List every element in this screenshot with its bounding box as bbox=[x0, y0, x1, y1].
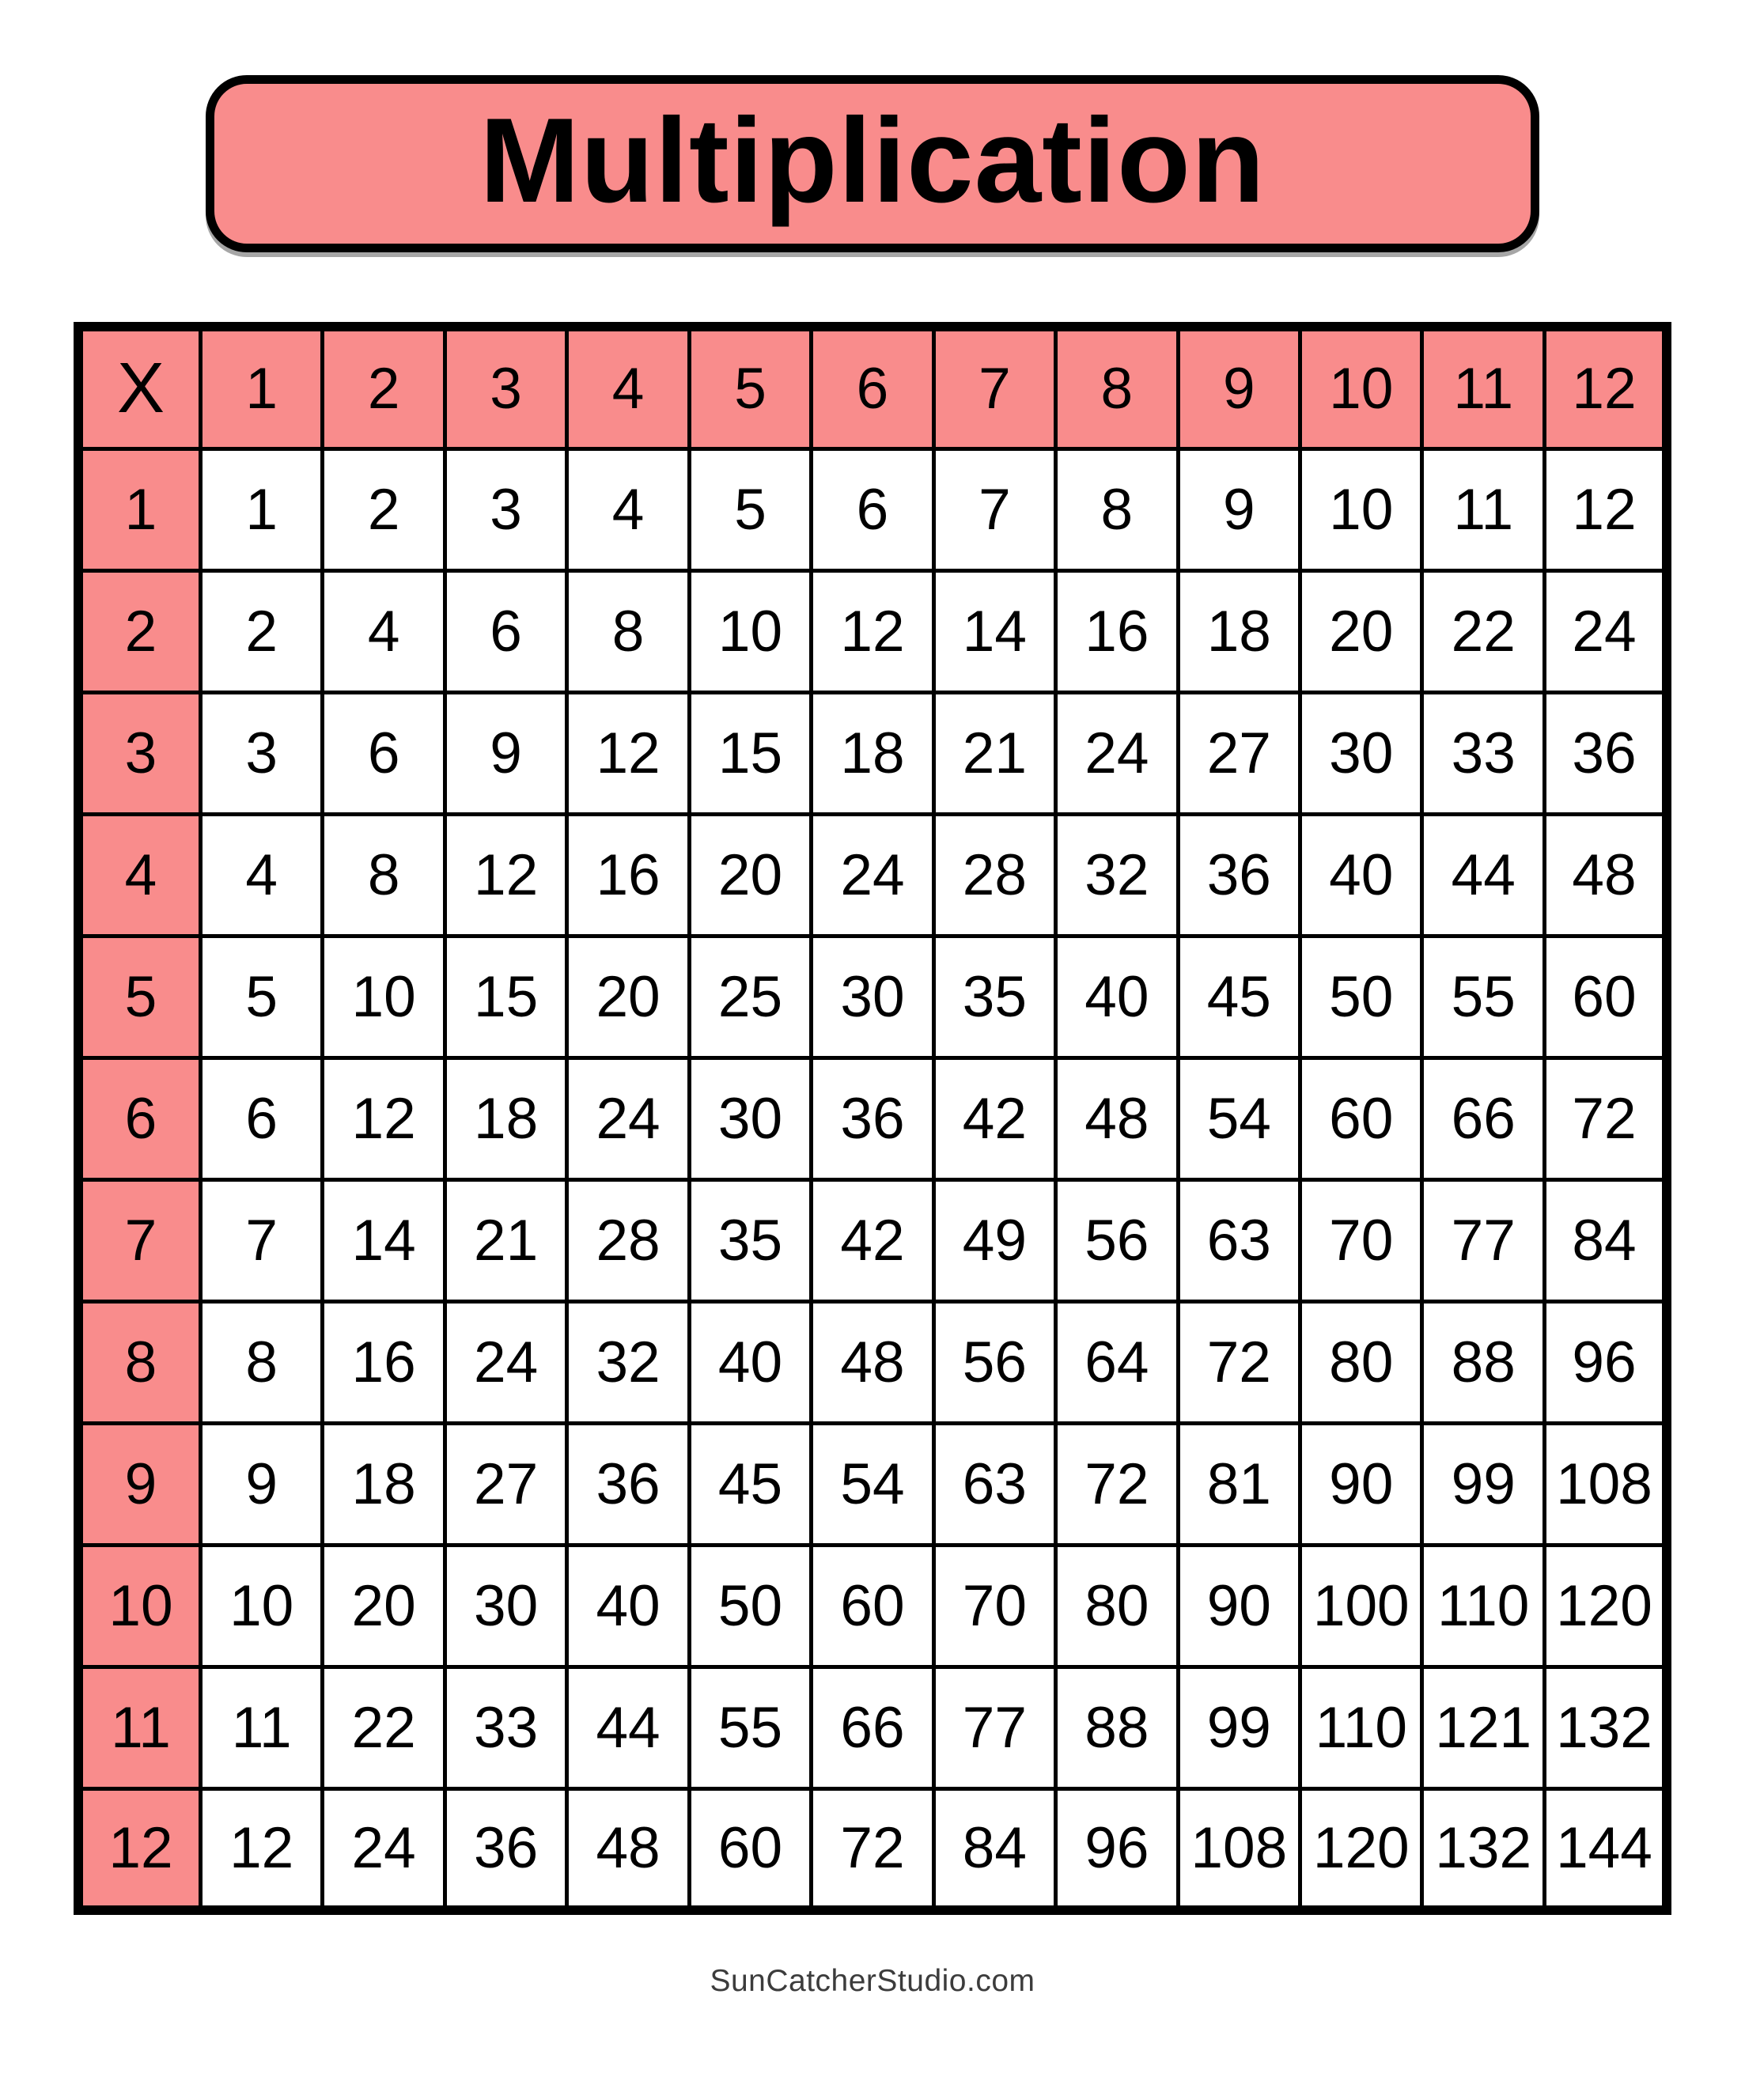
product-cell: 110 bbox=[1422, 1545, 1544, 1667]
row-header-cell: 4 bbox=[78, 814, 200, 936]
table-row bbox=[78, 692, 1667, 814]
product-cell: 9 bbox=[200, 1423, 322, 1545]
product-cell: 6 bbox=[323, 692, 445, 814]
product-cell: 36 bbox=[812, 1058, 933, 1179]
row-header-cell: 8 bbox=[78, 1301, 200, 1423]
row-header-cell: 1 bbox=[78, 448, 200, 570]
page bbox=[0, 75, 1745, 1999]
product-cell: 25 bbox=[689, 936, 811, 1058]
product-cell: 72 bbox=[1056, 1423, 1178, 1545]
product-cell: 48 bbox=[1056, 1058, 1178, 1179]
product-cell: 64 bbox=[1056, 1301, 1178, 1423]
product-cell: 77 bbox=[1422, 1179, 1544, 1301]
table-row bbox=[78, 1423, 1667, 1545]
product-cell: 72 bbox=[1178, 1301, 1300, 1423]
column-header-cell: 5 bbox=[689, 327, 811, 448]
product-cell: 20 bbox=[689, 814, 811, 936]
product-cell: 80 bbox=[1300, 1301, 1422, 1423]
product-cell: 6 bbox=[445, 570, 566, 692]
product-cell: 3 bbox=[200, 692, 322, 814]
product-cell: 36 bbox=[567, 1423, 689, 1545]
product-cell: 24 bbox=[1056, 692, 1178, 814]
product-cell: 40 bbox=[1300, 814, 1422, 936]
product-cell: 144 bbox=[1544, 1788, 1667, 1910]
product-cell: 18 bbox=[445, 1058, 566, 1179]
product-cell: 16 bbox=[567, 814, 689, 936]
product-cell: 88 bbox=[1056, 1667, 1178, 1788]
product-cell: 36 bbox=[1178, 814, 1300, 936]
product-cell: 11 bbox=[200, 1667, 322, 1788]
product-cell: 63 bbox=[933, 1423, 1055, 1545]
product-cell: 18 bbox=[1178, 570, 1300, 692]
product-cell: 20 bbox=[1300, 570, 1422, 692]
product-cell: 8 bbox=[200, 1301, 322, 1423]
product-cell: 1 bbox=[200, 448, 322, 570]
column-header-cell: 1 bbox=[200, 327, 322, 448]
product-cell: 10 bbox=[1300, 448, 1422, 570]
product-cell: 77 bbox=[933, 1667, 1055, 1788]
row-header-cell: 5 bbox=[78, 936, 200, 1058]
product-cell: 8 bbox=[323, 814, 445, 936]
product-cell: 28 bbox=[567, 1179, 689, 1301]
product-cell: 60 bbox=[1300, 1058, 1422, 1179]
product-cell: 15 bbox=[445, 936, 566, 1058]
product-cell: 7 bbox=[200, 1179, 322, 1301]
product-cell: 108 bbox=[1544, 1423, 1667, 1545]
product-cell: 5 bbox=[200, 936, 322, 1058]
site-credit-label: SunCatcherStudio.com bbox=[710, 1964, 1035, 1998]
product-cell: 60 bbox=[689, 1788, 811, 1910]
product-cell: 132 bbox=[1422, 1788, 1544, 1910]
table-body bbox=[78, 448, 1667, 1910]
table-row bbox=[78, 814, 1667, 936]
corner-cell: X bbox=[78, 327, 200, 448]
column-header-cell: 8 bbox=[1056, 327, 1178, 448]
product-cell: 4 bbox=[323, 570, 445, 692]
product-cell: 32 bbox=[567, 1301, 689, 1423]
product-cell: 56 bbox=[933, 1301, 1055, 1423]
table-row bbox=[78, 570, 1667, 692]
column-header-cell: 4 bbox=[567, 327, 689, 448]
product-cell: 12 bbox=[200, 1788, 322, 1910]
product-cell: 4 bbox=[567, 448, 689, 570]
column-header-cell: 11 bbox=[1422, 327, 1544, 448]
product-cell: 54 bbox=[812, 1423, 933, 1545]
table-row bbox=[78, 1667, 1667, 1788]
product-cell: 21 bbox=[933, 692, 1055, 814]
product-cell: 99 bbox=[1178, 1667, 1300, 1788]
table-header-row bbox=[78, 327, 1667, 448]
table-row bbox=[78, 1179, 1667, 1301]
row-header-cell: 2 bbox=[78, 570, 200, 692]
product-cell: 30 bbox=[1300, 692, 1422, 814]
product-cell: 66 bbox=[812, 1667, 933, 1788]
product-cell: 30 bbox=[812, 936, 933, 1058]
row-header-cell: 12 bbox=[78, 1788, 200, 1910]
column-header-cell: 9 bbox=[1178, 327, 1300, 448]
product-cell: 84 bbox=[1544, 1179, 1667, 1301]
product-cell: 14 bbox=[323, 1179, 445, 1301]
product-cell: 35 bbox=[933, 936, 1055, 1058]
multiplication-table bbox=[74, 322, 1671, 1915]
product-cell: 28 bbox=[933, 814, 1055, 936]
product-cell: 30 bbox=[689, 1058, 811, 1179]
product-cell: 90 bbox=[1178, 1545, 1300, 1667]
product-cell: 72 bbox=[812, 1788, 933, 1910]
product-cell: 35 bbox=[689, 1179, 811, 1301]
table-row bbox=[78, 1788, 1667, 1910]
product-cell: 33 bbox=[445, 1667, 566, 1788]
product-cell: 10 bbox=[689, 570, 811, 692]
product-cell: 81 bbox=[1178, 1423, 1300, 1545]
product-cell: 32 bbox=[1056, 814, 1178, 936]
product-cell: 8 bbox=[1056, 448, 1178, 570]
table-row bbox=[78, 1545, 1667, 1667]
product-cell: 60 bbox=[812, 1545, 933, 1667]
column-header-cell: 12 bbox=[1544, 327, 1667, 448]
product-cell: 7 bbox=[933, 448, 1055, 570]
product-cell: 24 bbox=[812, 814, 933, 936]
product-cell: 20 bbox=[567, 936, 689, 1058]
product-cell: 40 bbox=[1056, 936, 1178, 1058]
product-cell: 22 bbox=[1422, 570, 1544, 692]
product-cell: 84 bbox=[933, 1788, 1055, 1910]
product-cell: 121 bbox=[1422, 1667, 1544, 1788]
product-cell: 12 bbox=[812, 570, 933, 692]
product-cell: 120 bbox=[1300, 1788, 1422, 1910]
product-cell: 8 bbox=[567, 570, 689, 692]
product-cell: 44 bbox=[567, 1667, 689, 1788]
product-cell: 55 bbox=[1422, 936, 1544, 1058]
footer bbox=[0, 1964, 1745, 1999]
product-cell: 99 bbox=[1422, 1423, 1544, 1545]
row-header-cell: 3 bbox=[78, 692, 200, 814]
product-cell: 2 bbox=[200, 570, 322, 692]
product-cell: 6 bbox=[200, 1058, 322, 1179]
product-cell: 40 bbox=[689, 1301, 811, 1423]
product-cell: 27 bbox=[445, 1423, 566, 1545]
row-header-cell: 11 bbox=[78, 1667, 200, 1788]
product-cell: 49 bbox=[933, 1179, 1055, 1301]
product-cell: 96 bbox=[1544, 1301, 1667, 1423]
product-cell: 10 bbox=[323, 936, 445, 1058]
product-cell: 63 bbox=[1178, 1179, 1300, 1301]
product-cell: 24 bbox=[445, 1301, 566, 1423]
product-cell: 30 bbox=[445, 1545, 566, 1667]
product-cell: 9 bbox=[445, 692, 566, 814]
table-row bbox=[78, 1058, 1667, 1179]
product-cell: 100 bbox=[1300, 1545, 1422, 1667]
product-cell: 48 bbox=[567, 1788, 689, 1910]
product-cell: 80 bbox=[1056, 1545, 1178, 1667]
title-banner bbox=[206, 75, 1539, 252]
product-cell: 110 bbox=[1300, 1667, 1422, 1788]
table-row bbox=[78, 1301, 1667, 1423]
row-header-cell: 9 bbox=[78, 1423, 200, 1545]
product-cell: 12 bbox=[445, 814, 566, 936]
product-cell: 36 bbox=[1544, 692, 1667, 814]
product-cell: 4 bbox=[200, 814, 322, 936]
product-cell: 56 bbox=[1056, 1179, 1178, 1301]
table-row bbox=[78, 936, 1667, 1058]
product-cell: 3 bbox=[445, 448, 566, 570]
product-cell: 132 bbox=[1544, 1667, 1667, 1788]
product-cell: 45 bbox=[689, 1423, 811, 1545]
product-cell: 24 bbox=[1544, 570, 1667, 692]
product-cell: 70 bbox=[933, 1545, 1055, 1667]
product-cell: 50 bbox=[1300, 936, 1422, 1058]
product-cell: 88 bbox=[1422, 1301, 1544, 1423]
product-cell: 96 bbox=[1056, 1788, 1178, 1910]
column-header-cell: 2 bbox=[323, 327, 445, 448]
product-cell: 18 bbox=[323, 1423, 445, 1545]
product-cell: 16 bbox=[323, 1301, 445, 1423]
product-cell: 24 bbox=[567, 1058, 689, 1179]
table-head bbox=[78, 327, 1667, 448]
product-cell: 66 bbox=[1422, 1058, 1544, 1179]
product-cell: 27 bbox=[1178, 692, 1300, 814]
product-cell: 12 bbox=[567, 692, 689, 814]
product-cell: 48 bbox=[812, 1301, 933, 1423]
product-cell: 108 bbox=[1178, 1788, 1300, 1910]
product-cell: 45 bbox=[1178, 936, 1300, 1058]
product-cell: 15 bbox=[689, 692, 811, 814]
product-cell: 24 bbox=[323, 1788, 445, 1910]
product-cell: 2 bbox=[323, 448, 445, 570]
table-row bbox=[78, 448, 1667, 570]
product-cell: 6 bbox=[812, 448, 933, 570]
product-cell: 48 bbox=[1544, 814, 1667, 936]
row-header-cell: 6 bbox=[78, 1058, 200, 1179]
product-cell: 42 bbox=[812, 1179, 933, 1301]
product-cell: 44 bbox=[1422, 814, 1544, 936]
product-cell: 36 bbox=[445, 1788, 566, 1910]
product-cell: 50 bbox=[689, 1545, 811, 1667]
column-header-cell: 3 bbox=[445, 327, 566, 448]
product-cell: 18 bbox=[812, 692, 933, 814]
product-cell: 12 bbox=[1544, 448, 1667, 570]
product-cell: 12 bbox=[323, 1058, 445, 1179]
page-title: Multiplication bbox=[479, 93, 1266, 228]
product-cell: 120 bbox=[1544, 1545, 1667, 1667]
product-cell: 9 bbox=[1178, 448, 1300, 570]
product-cell: 55 bbox=[689, 1667, 811, 1788]
product-cell: 21 bbox=[445, 1179, 566, 1301]
column-header-cell: 6 bbox=[812, 327, 933, 448]
product-cell: 10 bbox=[200, 1545, 322, 1667]
product-cell: 14 bbox=[933, 570, 1055, 692]
column-header-cell: 7 bbox=[933, 327, 1055, 448]
product-cell: 33 bbox=[1422, 692, 1544, 814]
product-cell: 72 bbox=[1544, 1058, 1667, 1179]
product-cell: 5 bbox=[689, 448, 811, 570]
column-header-cell: 10 bbox=[1300, 327, 1422, 448]
product-cell: 16 bbox=[1056, 570, 1178, 692]
row-header-cell: 7 bbox=[78, 1179, 200, 1301]
product-cell: 90 bbox=[1300, 1423, 1422, 1545]
product-cell: 22 bbox=[323, 1667, 445, 1788]
product-cell: 60 bbox=[1544, 936, 1667, 1058]
product-cell: 20 bbox=[323, 1545, 445, 1667]
product-cell: 42 bbox=[933, 1058, 1055, 1179]
product-cell: 70 bbox=[1300, 1179, 1422, 1301]
row-header-cell: 10 bbox=[78, 1545, 200, 1667]
product-cell: 54 bbox=[1178, 1058, 1300, 1179]
product-cell: 40 bbox=[567, 1545, 689, 1667]
product-cell: 11 bbox=[1422, 448, 1544, 570]
